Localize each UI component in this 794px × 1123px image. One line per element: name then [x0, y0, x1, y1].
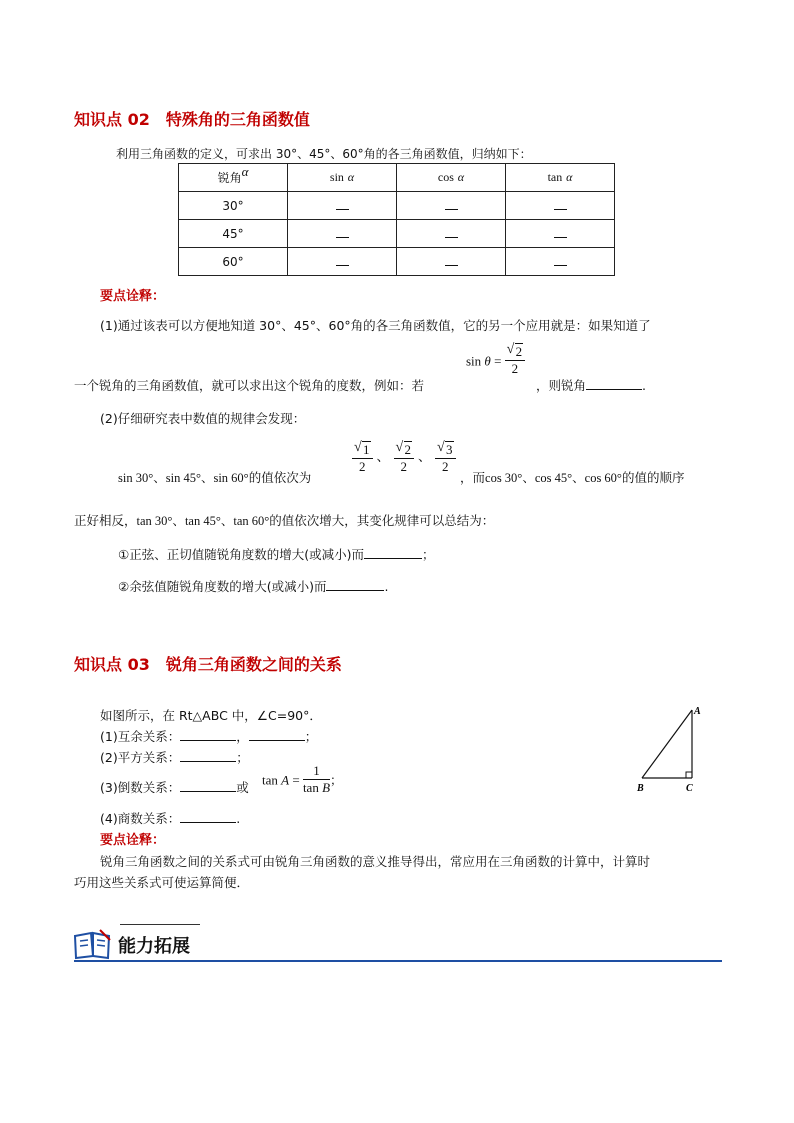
relation-2: (2)平方关系： ； — [100, 750, 249, 765]
point-2-intro: (2)仔细研究表中数值的规律会发现： — [100, 411, 306, 426]
fraction-one-over-tanB: $\frac{1}{\text{tan B}}$ — [302, 763, 331, 795]
tip-label: 要点诠释： — [100, 289, 166, 304]
section-02-title: 特殊角的三角函数值 — [165, 110, 310, 129]
point-2-line-2: 正好相反，tan 30°、tan 45°、tan 60°的值依次增大，其变化规律可以总结为： — [74, 513, 495, 528]
section-02-heading — [74, 107, 310, 130]
fraction-sqrt3-over-2: √ 3 2 — [435, 442, 456, 475]
answer-blank[interactable] — [180, 728, 236, 741]
blank-cell[interactable] — [397, 220, 506, 248]
footer-rule — [74, 960, 722, 962]
book-icon — [72, 928, 114, 960]
header-sin: sin α — [288, 164, 397, 192]
answer-blank[interactable] — [364, 546, 422, 559]
section-02-number: 知识点 02 — [74, 110, 150, 129]
blank-cell[interactable] — [288, 192, 397, 220]
vertex-b: B — [637, 783, 644, 794]
fraction-sequence: √ 1 2 、 √ 2 2 、 √ 3 2 — [352, 442, 456, 475]
section-03-title: 锐角三角函数之间的关系 — [165, 655, 342, 674]
section-03-heading — [74, 652, 342, 675]
blank-cell[interactable] — [288, 248, 397, 276]
answer-blank[interactable] — [180, 749, 236, 762]
table-row — [179, 220, 615, 248]
right-angle-mark — [686, 772, 692, 778]
answer-blank[interactable] — [180, 810, 236, 823]
footer-top-rule — [120, 924, 200, 925]
answer-blank[interactable] — [180, 779, 236, 792]
side-ab — [642, 710, 692, 778]
point-1-line-2: 一个锐角的三角函数值，就可以求出这个锐角的度数，例如：若 — [74, 378, 425, 393]
table-row — [179, 248, 615, 276]
section-02-intro: 利用三角函数的定义，可求出 30°、45°、60°角的各三角函数值，归纳如下： — [116, 147, 532, 161]
point-1-line-2-end: ，则锐角 . — [536, 378, 646, 393]
point-2-cos-list: ，而cos 30°、cos 45°、cos 60°的值的顺序 — [460, 470, 685, 485]
fraction-sqrt2-over-2: √ 2 2 — [505, 344, 526, 377]
footer-title: 能力拓展 — [118, 936, 190, 957]
sin-theta-expression: sin θ = √ 2 2 — [466, 346, 525, 379]
table-header-row — [179, 164, 615, 192]
tip-label-2: 要点诠释： — [100, 833, 166, 848]
answer-blank[interactable] — [326, 578, 384, 591]
row-angle: 60° — [179, 248, 288, 276]
relation-1: (1)互余关系： ， ； — [100, 729, 318, 744]
point-2-sin-list: sin 30°、sin 45°、sin 60°的值依次为 — [118, 470, 312, 485]
answer-blank[interactable] — [249, 728, 305, 741]
tip-line-1: 锐角三角函数之间的关系式可由锐角三角函数的意义推导得出，常应用在三角函数的计算中，计算时 — [100, 854, 651, 869]
table-row — [179, 192, 615, 220]
vertex-c: C — [686, 783, 693, 794]
blank-cell[interactable] — [506, 220, 615, 248]
answer-blank[interactable] — [586, 377, 642, 390]
relation-3: (3)倒数关系： 或 — [100, 780, 249, 795]
row-angle: 30° — [179, 192, 288, 220]
section-03-number: 知识点 03 — [74, 655, 150, 674]
rule-1: ①正弦、正切值随锐角度数的增大(或减小)而 ； — [118, 547, 435, 562]
special-angle-table — [178, 163, 615, 276]
header-tan: tan α — [506, 164, 615, 192]
tip-line-2: 巧用这些关系式可使运算简便． — [74, 875, 250, 890]
reciprocal-expression: tan A = $\frac{1}{\text{tan B}}$ ； — [262, 763, 343, 795]
row-angle: 45° — [179, 220, 288, 248]
fraction-sqrt1-over-2: √ 1 2 — [352, 442, 373, 475]
blank-cell[interactable] — [288, 220, 397, 248]
vertex-a: A — [694, 706, 701, 717]
blank-cell[interactable] — [506, 192, 615, 220]
rule-2: ②余弦值随锐角度数的增大(或减小)而 . — [118, 579, 389, 594]
blank-cell[interactable] — [397, 248, 506, 276]
relation-4: (4)商数关系： . — [100, 811, 241, 826]
fraction-sqrt2-over-2: √ 2 2 — [394, 442, 415, 475]
right-triangle-figure — [632, 700, 712, 798]
blank-cell[interactable] — [397, 192, 506, 220]
header-angle: 锐角α — [179, 164, 288, 192]
blank-cell[interactable] — [506, 248, 615, 276]
header-cos: cos α — [397, 164, 506, 192]
point-1-line-1: (1)通过该表可以方便地知道 30°、45°、60°角的各三角函数值，它的另一个应用就是：如果知道了 — [100, 318, 651, 333]
section-03-intro: 如图所示，在 Rt△ABC 中，∠C=90°． — [100, 708, 322, 723]
